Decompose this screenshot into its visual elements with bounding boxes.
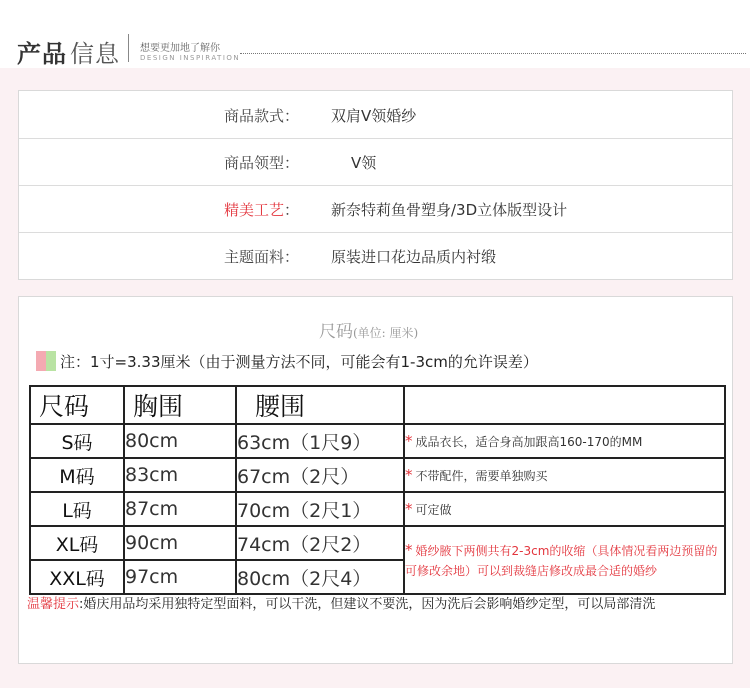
info-colon: ： bbox=[284, 154, 300, 172]
size-cell: S码 bbox=[30, 424, 124, 458]
page-header bbox=[0, 0, 750, 68]
info-value: 原装进口花边品质内衬缎 bbox=[331, 248, 497, 266]
product-info-box bbox=[18, 90, 733, 280]
chest-cell: 97cm bbox=[124, 560, 236, 594]
note-cell bbox=[404, 526, 725, 594]
waist-cell: 70cm（2尺1） bbox=[236, 492, 404, 526]
info-row-fabric bbox=[19, 232, 732, 279]
info-value: V领 bbox=[351, 154, 377, 172]
size-title bbox=[319, 317, 418, 342]
header-chest: 胸围 bbox=[124, 386, 236, 424]
chest-cell: 80cm bbox=[124, 424, 236, 458]
info-value: 新奈特莉鱼骨塑身/3D立体版型设计 bbox=[331, 201, 568, 219]
header-notes bbox=[404, 386, 725, 424]
table-row bbox=[30, 424, 725, 458]
size-cell: M码 bbox=[30, 458, 124, 492]
waist-cell: 74cm（2尺2） bbox=[236, 526, 404, 560]
info-row-neckline bbox=[19, 138, 732, 186]
info-label: 精美工艺 bbox=[223, 201, 284, 219]
header-title-light: 信息 bbox=[70, 40, 120, 68]
chest-cell: 90cm bbox=[124, 526, 236, 560]
info-colon: ： bbox=[284, 201, 300, 219]
table-row bbox=[30, 458, 725, 492]
warm-tip bbox=[27, 593, 655, 612]
note-text: 注：1寸=3.33厘米（由于测量方法不同，可能会有1-3cm的允许误差） bbox=[60, 353, 538, 371]
size-title-unit: (单位: 厘米) bbox=[353, 326, 419, 340]
waist-cell: 63cm（1尺9） bbox=[236, 424, 404, 458]
chest-cell: 87cm bbox=[124, 492, 236, 526]
header-title-bold: 产品 bbox=[17, 40, 67, 68]
info-label: 商品款式 bbox=[223, 107, 284, 125]
size-cell: XL码 bbox=[30, 526, 124, 560]
note-text: 成品衣长，适合身高加跟高160-170的MM bbox=[415, 434, 643, 449]
chest-cell: 83cm bbox=[124, 458, 236, 492]
size-table bbox=[29, 385, 726, 595]
table-header-row bbox=[30, 386, 725, 424]
info-value: 双肩V领婚纱 bbox=[331, 107, 417, 125]
header-waist: 腰围 bbox=[236, 386, 404, 424]
warm-tip-label: 温馨提示 bbox=[27, 597, 80, 612]
info-label: 主题面料 bbox=[223, 248, 284, 266]
info-row-craft bbox=[19, 185, 732, 233]
table-row bbox=[30, 526, 725, 560]
info-label: 商品领型 bbox=[223, 154, 284, 172]
waist-cell: 80cm（2尺4） bbox=[236, 560, 404, 594]
header-dotted-rule bbox=[240, 53, 746, 54]
info-colon: ： bbox=[284, 248, 300, 266]
size-chart-box bbox=[18, 296, 733, 664]
star-icon: * bbox=[405, 499, 413, 518]
note-text: 可定做 bbox=[415, 502, 452, 517]
color-swatch-icon bbox=[36, 351, 56, 371]
warm-tip-text: :婚庆用品均采用独特定型面料，可以干洗，但建议不要洗，因为洗后会影响婚纱定型，可以局部清洗 bbox=[79, 597, 656, 612]
header-subtitle: 想要更加地了解你 bbox=[140, 43, 220, 54]
star-icon: * bbox=[405, 540, 413, 559]
header-separator bbox=[128, 34, 129, 62]
size-cell: XXL码 bbox=[30, 560, 124, 594]
size-title-text: 尺码 bbox=[319, 322, 353, 342]
note-cell bbox=[404, 492, 725, 526]
star-icon: * bbox=[405, 465, 413, 484]
waist-cell: 67cm（2尺） bbox=[236, 458, 404, 492]
size-cell: L码 bbox=[30, 492, 124, 526]
star-icon: * bbox=[405, 431, 413, 450]
header-subtitle-en: DESIGN INSPIRATION bbox=[140, 54, 241, 62]
header-size: 尺码 bbox=[30, 386, 124, 424]
note-text: 不带配件，需要单独购买 bbox=[415, 468, 548, 483]
info-row-style bbox=[19, 91, 732, 139]
table-row bbox=[30, 492, 725, 526]
note-text: 婚纱腋下两侧共有2-3cm的收缩（具体情况看两边预留的可修改余地）可以到裁缝店修改成最合适的婚纱 bbox=[405, 543, 718, 578]
info-colon: ： bbox=[284, 107, 300, 125]
note-cell bbox=[404, 424, 725, 458]
note-cell bbox=[404, 458, 725, 492]
